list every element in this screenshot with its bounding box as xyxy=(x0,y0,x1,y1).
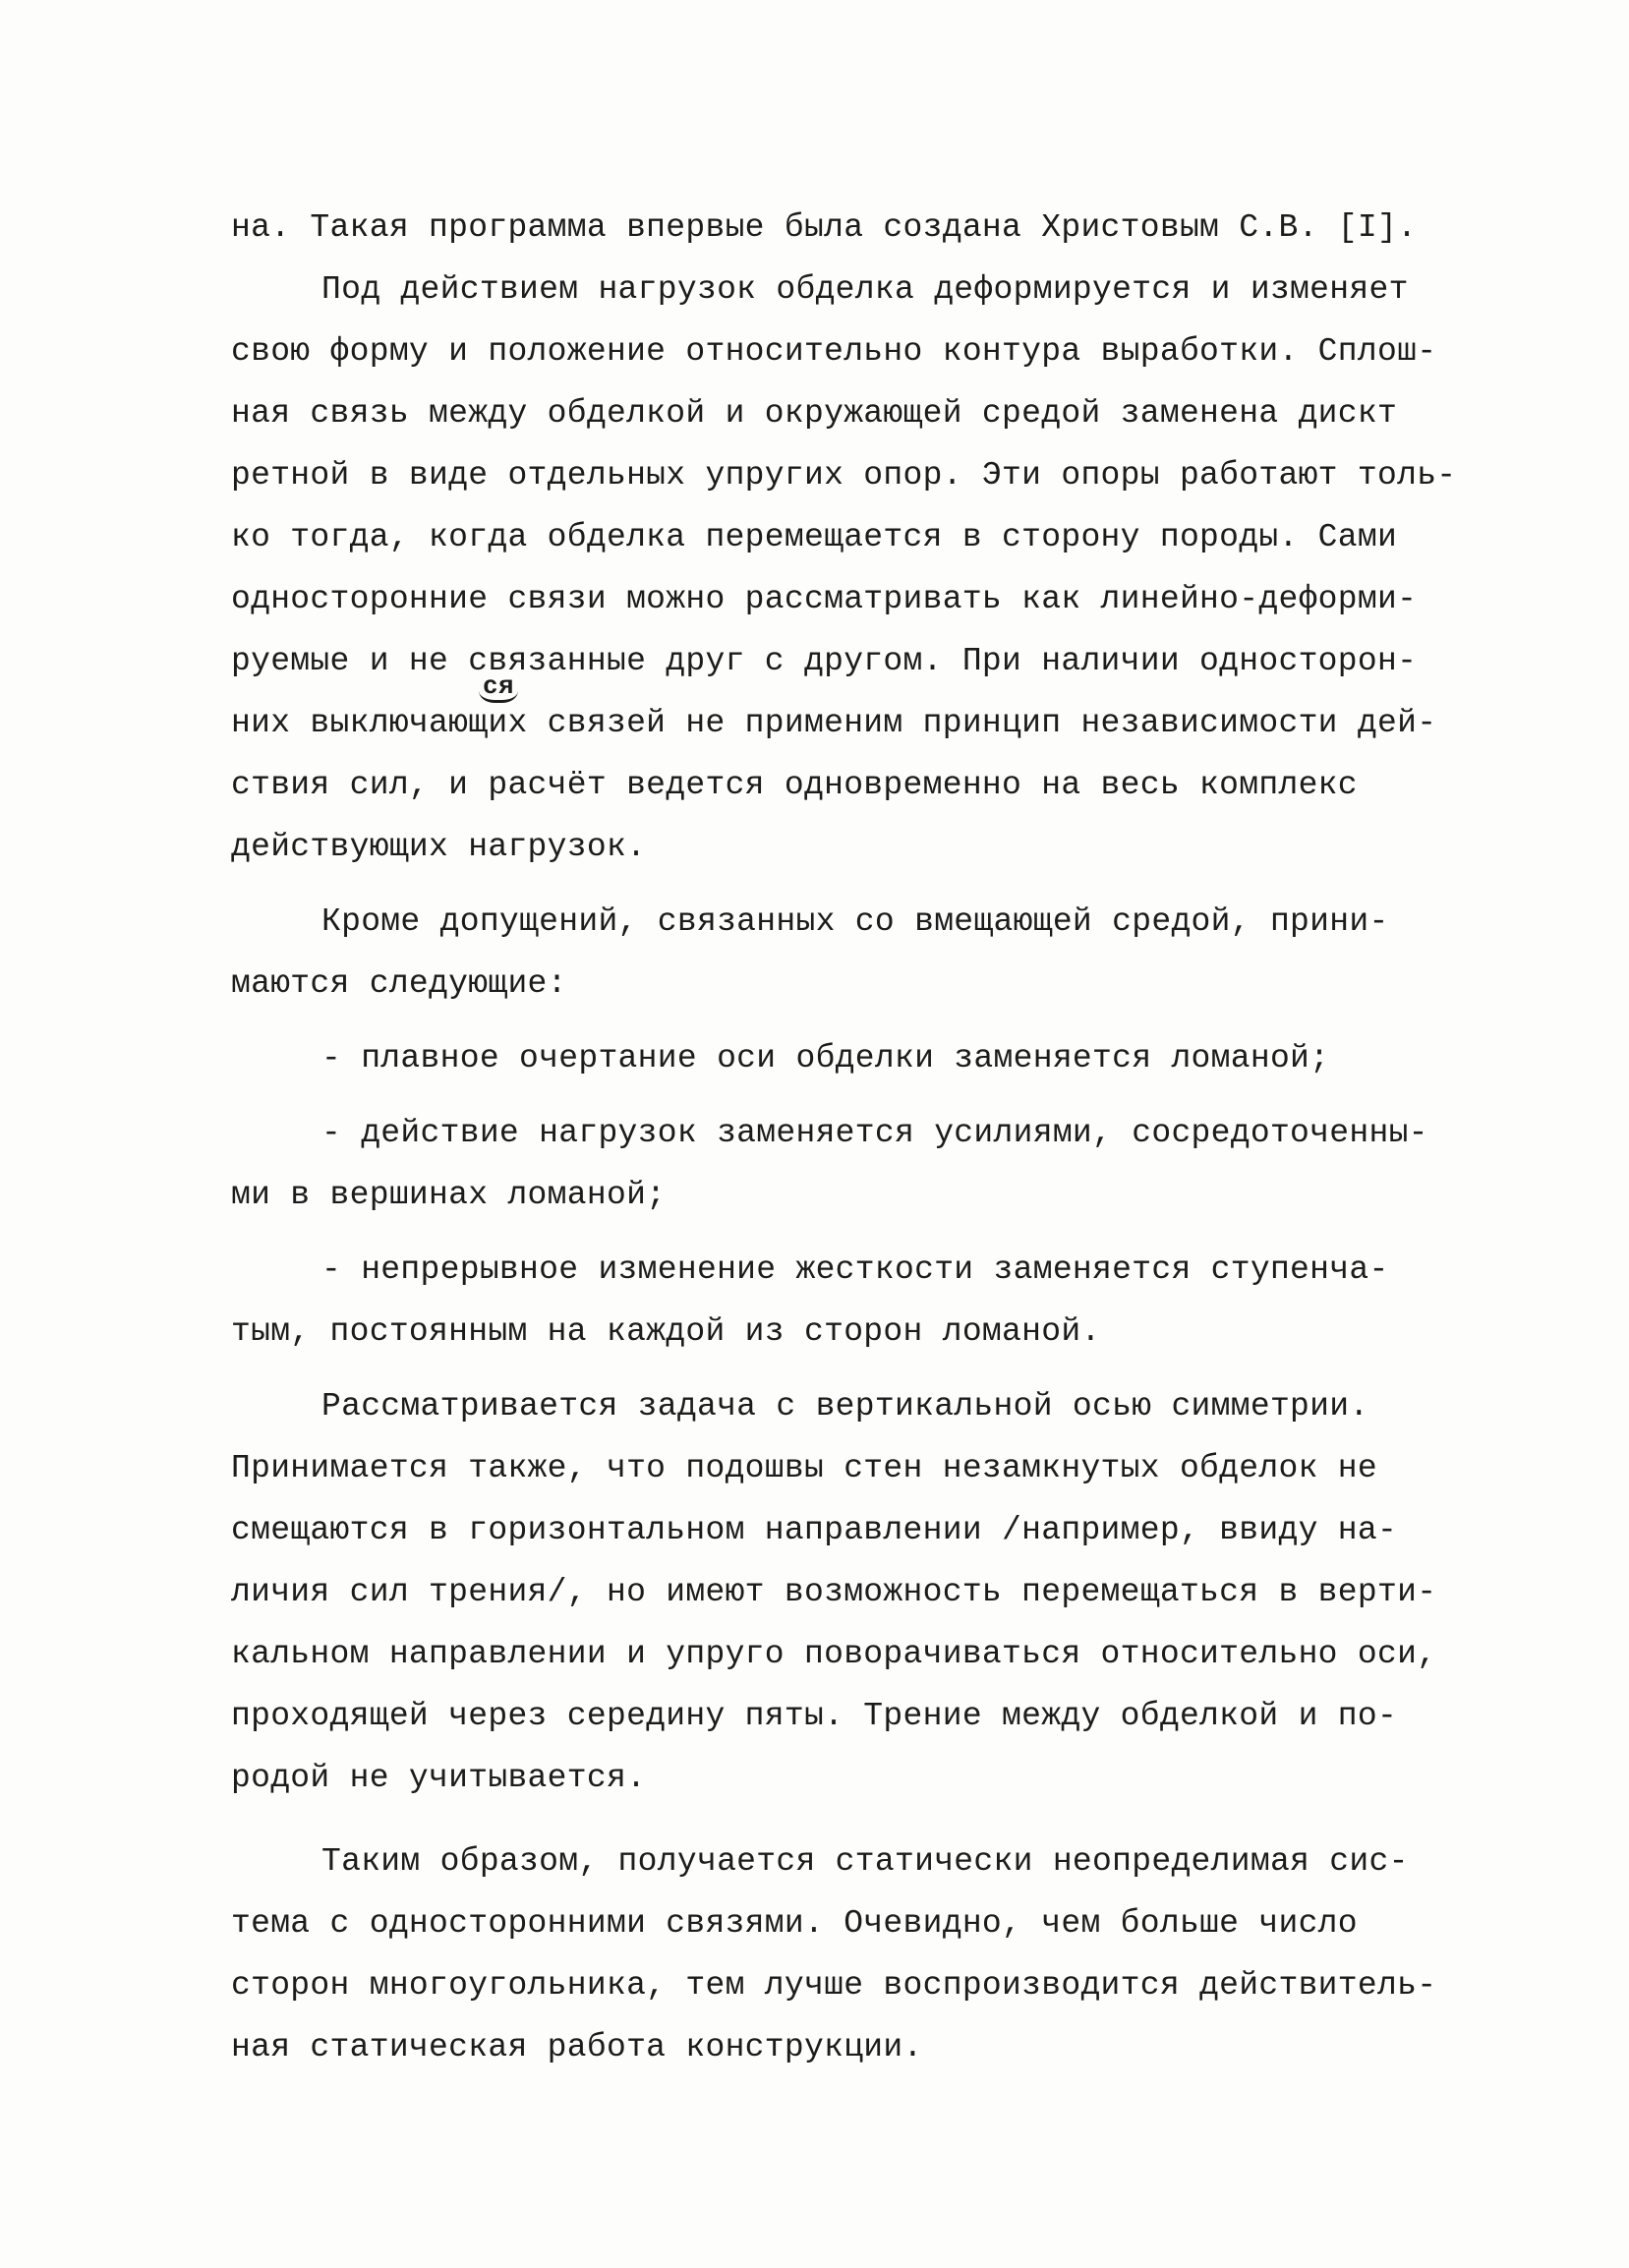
list-item: - плавное очертание оси обделки заменяется ломаной; xyxy=(321,1040,1330,1076)
text-line-with-correction xyxy=(231,671,1437,754)
paragraph-start: Таким образом, получается статически неопределимая сис- xyxy=(321,1843,1409,1880)
text-line: односторонние связи можно рассматривать как линейно-деформи- xyxy=(231,581,1418,617)
text-line: ная связь между обделкой и окружающей средой заменена дискт xyxy=(231,395,1398,432)
paragraph-start: Рассматривается задача с вертикальной осью симметрии. xyxy=(321,1388,1369,1425)
text-line: свою форму и положение относительно контура выработки. Сплош- xyxy=(231,333,1437,370)
text-line: ствия сил, и расчёт ведется одновременно на весь комплекс xyxy=(231,767,1358,803)
text-line: ко тогда, когда обделка перемещается в сторону породы. Сами xyxy=(231,519,1398,555)
text-line: руемые и не связанные друг с другом. При наличии односторон- xyxy=(231,643,1418,679)
paragraph-start: Под действием нагрузок обделка деформируется и изменяет xyxy=(321,271,1409,308)
text-line: на. Такая программа впервые была создана Христовым С.В. [I]. xyxy=(231,209,1418,246)
body-text xyxy=(231,197,1457,2078)
text-line: ми в вершинах ломаной; xyxy=(231,1177,667,1213)
handwritten-insertion: ся xyxy=(479,672,518,703)
text-line: сторон многоугольника, тем лучше воспроизводится действитель- xyxy=(231,1967,1437,2004)
list-item: - непрерывное изменение жесткости заменяется ступенча- xyxy=(321,1251,1389,1288)
text-line: смещаются в горизонтальном направлении /например, ввиду на- xyxy=(231,1512,1398,1548)
text-line: проходящей через середину пяты. Трение между обделкой и по- xyxy=(231,1698,1398,1734)
text-line: тым, постоянным на каждой из сторон ломаной. xyxy=(231,1313,1101,1350)
text-line: них выключающих связей не применим принцип независимости дей- xyxy=(231,705,1437,741)
text-line: родой не учитывается. xyxy=(231,1760,647,1796)
text-line: Принимается также, что подошвы стен незамкнутых обделок не xyxy=(231,1450,1377,1486)
text-line: ная статическая работа конструкции. xyxy=(231,2029,923,2065)
list-item: - действие нагрузок заменяется усилиями, сосредоточенны- xyxy=(321,1115,1428,1151)
text-line: кальном направлении и упруго поворачиваться относительно оси, xyxy=(231,1636,1437,1672)
text-line: действующих нагрузок. xyxy=(231,829,647,865)
text-line: личия сил трения/, но имеют возможность перемещаться в верти- xyxy=(231,1574,1437,1610)
text-line: тема с односторонними связями. Очевидно, чем больше число xyxy=(231,1905,1358,1942)
text-line: маются следующие: xyxy=(231,965,567,1002)
paragraph-start: Кроме допущений, связанных со вмещающей средой, прини- xyxy=(321,903,1389,940)
text-line: ретной в виде отдельных упругих опор. Эти опоры работают толь- xyxy=(231,457,1457,494)
